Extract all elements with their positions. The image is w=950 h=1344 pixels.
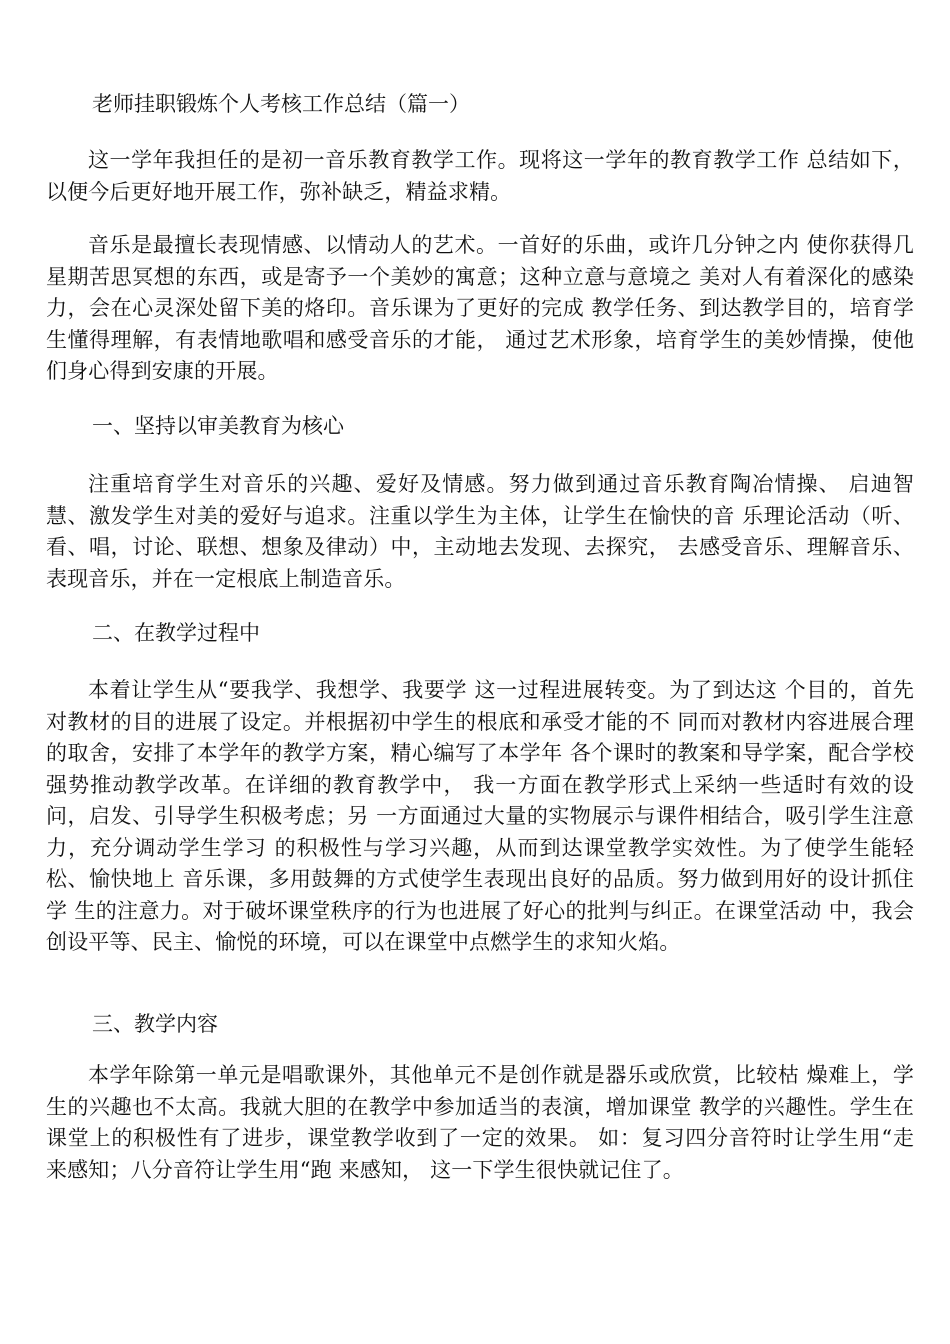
section-heading-3: 三、教学内容 [92, 1012, 218, 1036]
music-paragraph: 音乐是最擅长表现情感、以情动人的艺术。一首好的乐曲，或许几分钟之内 使你获得几星期苦思冥想的东西，或是寄予一个美妙的寓意；这种立意与意境之 美对人有着深化的感染力，会在心灵深处留下美的烙印。音乐课为了更好的完成 教学任务、到达教学目的，培育学生懂得理解，有表情地歌唱和感受音乐的才能， 通过艺术形象，培育学生的美妙情操，使他们身心得到安康的开展。 [46, 233, 914, 383]
section-body-1: 注重培育学生对音乐的兴趣、爱好及情感。努力做到通过音乐教育陶冶情操、 启迪智慧、激发学生对美的爱好与追求。注重以学生为主体，让学生在愉快的音 乐理论活动（听、看、唱，讨论、联想、想象及律动）中，主动地去发现、去探究， 去感受音乐、理解音乐、表现音乐，并在一定根底上制造音乐。 [46, 472, 914, 591]
section-heading-2: 二、在教学过程中 [92, 621, 260, 645]
section-body-2: 本着让学生从“要我学、我想学、我要学 这一过程进展转变。为了到达这 个目的，首先对教材的目的进展了设定。并根据初中学生的根底和承受才能的不 同而对教材内容进展合理的取舍，安排了本学年的教学方案，精心编写了本学年 各个课时的教案和导学案，配合学校强势推动教学改革。在详细的教育教学中， 我一方面在教学形式上采纳一些适时有效的设问，启发、引导学生积极考虑；另 一方面通过大量的实物展示与课件相结合，吸引学生注意力，充分调动学生学习 的积极性与学习兴趣，从而到达课堂教学实效性。为了使学生能轻松、愉快地上 音乐课，多用鼓舞的方式使学生表现出良好的品质。努力做到用好的设计抓住学 生的注意力。对于破坏课堂秩序的行为也进展了好心的批判与纠正。在课堂活动 中，我会创设平等、民主、愉悦的环境，可以在课堂中点燃学生的求知火焰。 [46, 678, 914, 954]
intro-paragraph: 这一学年我担任的是初一音乐教育教学工作。现将这一学年的教育教学工作 总结如下，以便今后更好地开展工作，弥补缺乏，精益求精。 [46, 148, 914, 204]
section-body-3: 本学年除第一单元是唱歌课外，其他单元不是创作就是器乐或欣赏，比较枯 燥难上，学生的兴趣也不太高。我就大胆的在教学中参加适当的表演，增加课堂 教学的兴趣性。学生在课堂上的积极性有了进步，课堂教学收到了一定的效果。 如：复习四分音符时让学生用“走 来感知；八分音符让学生用“跑 来感知， 这一下学生很快就记住了。 [46, 1063, 914, 1182]
document-title: 老师挂职锻炼个人考核工作总结（篇一） [92, 92, 470, 116]
section-heading-1: 一、坚持以审美教育为核心 [92, 414, 344, 438]
